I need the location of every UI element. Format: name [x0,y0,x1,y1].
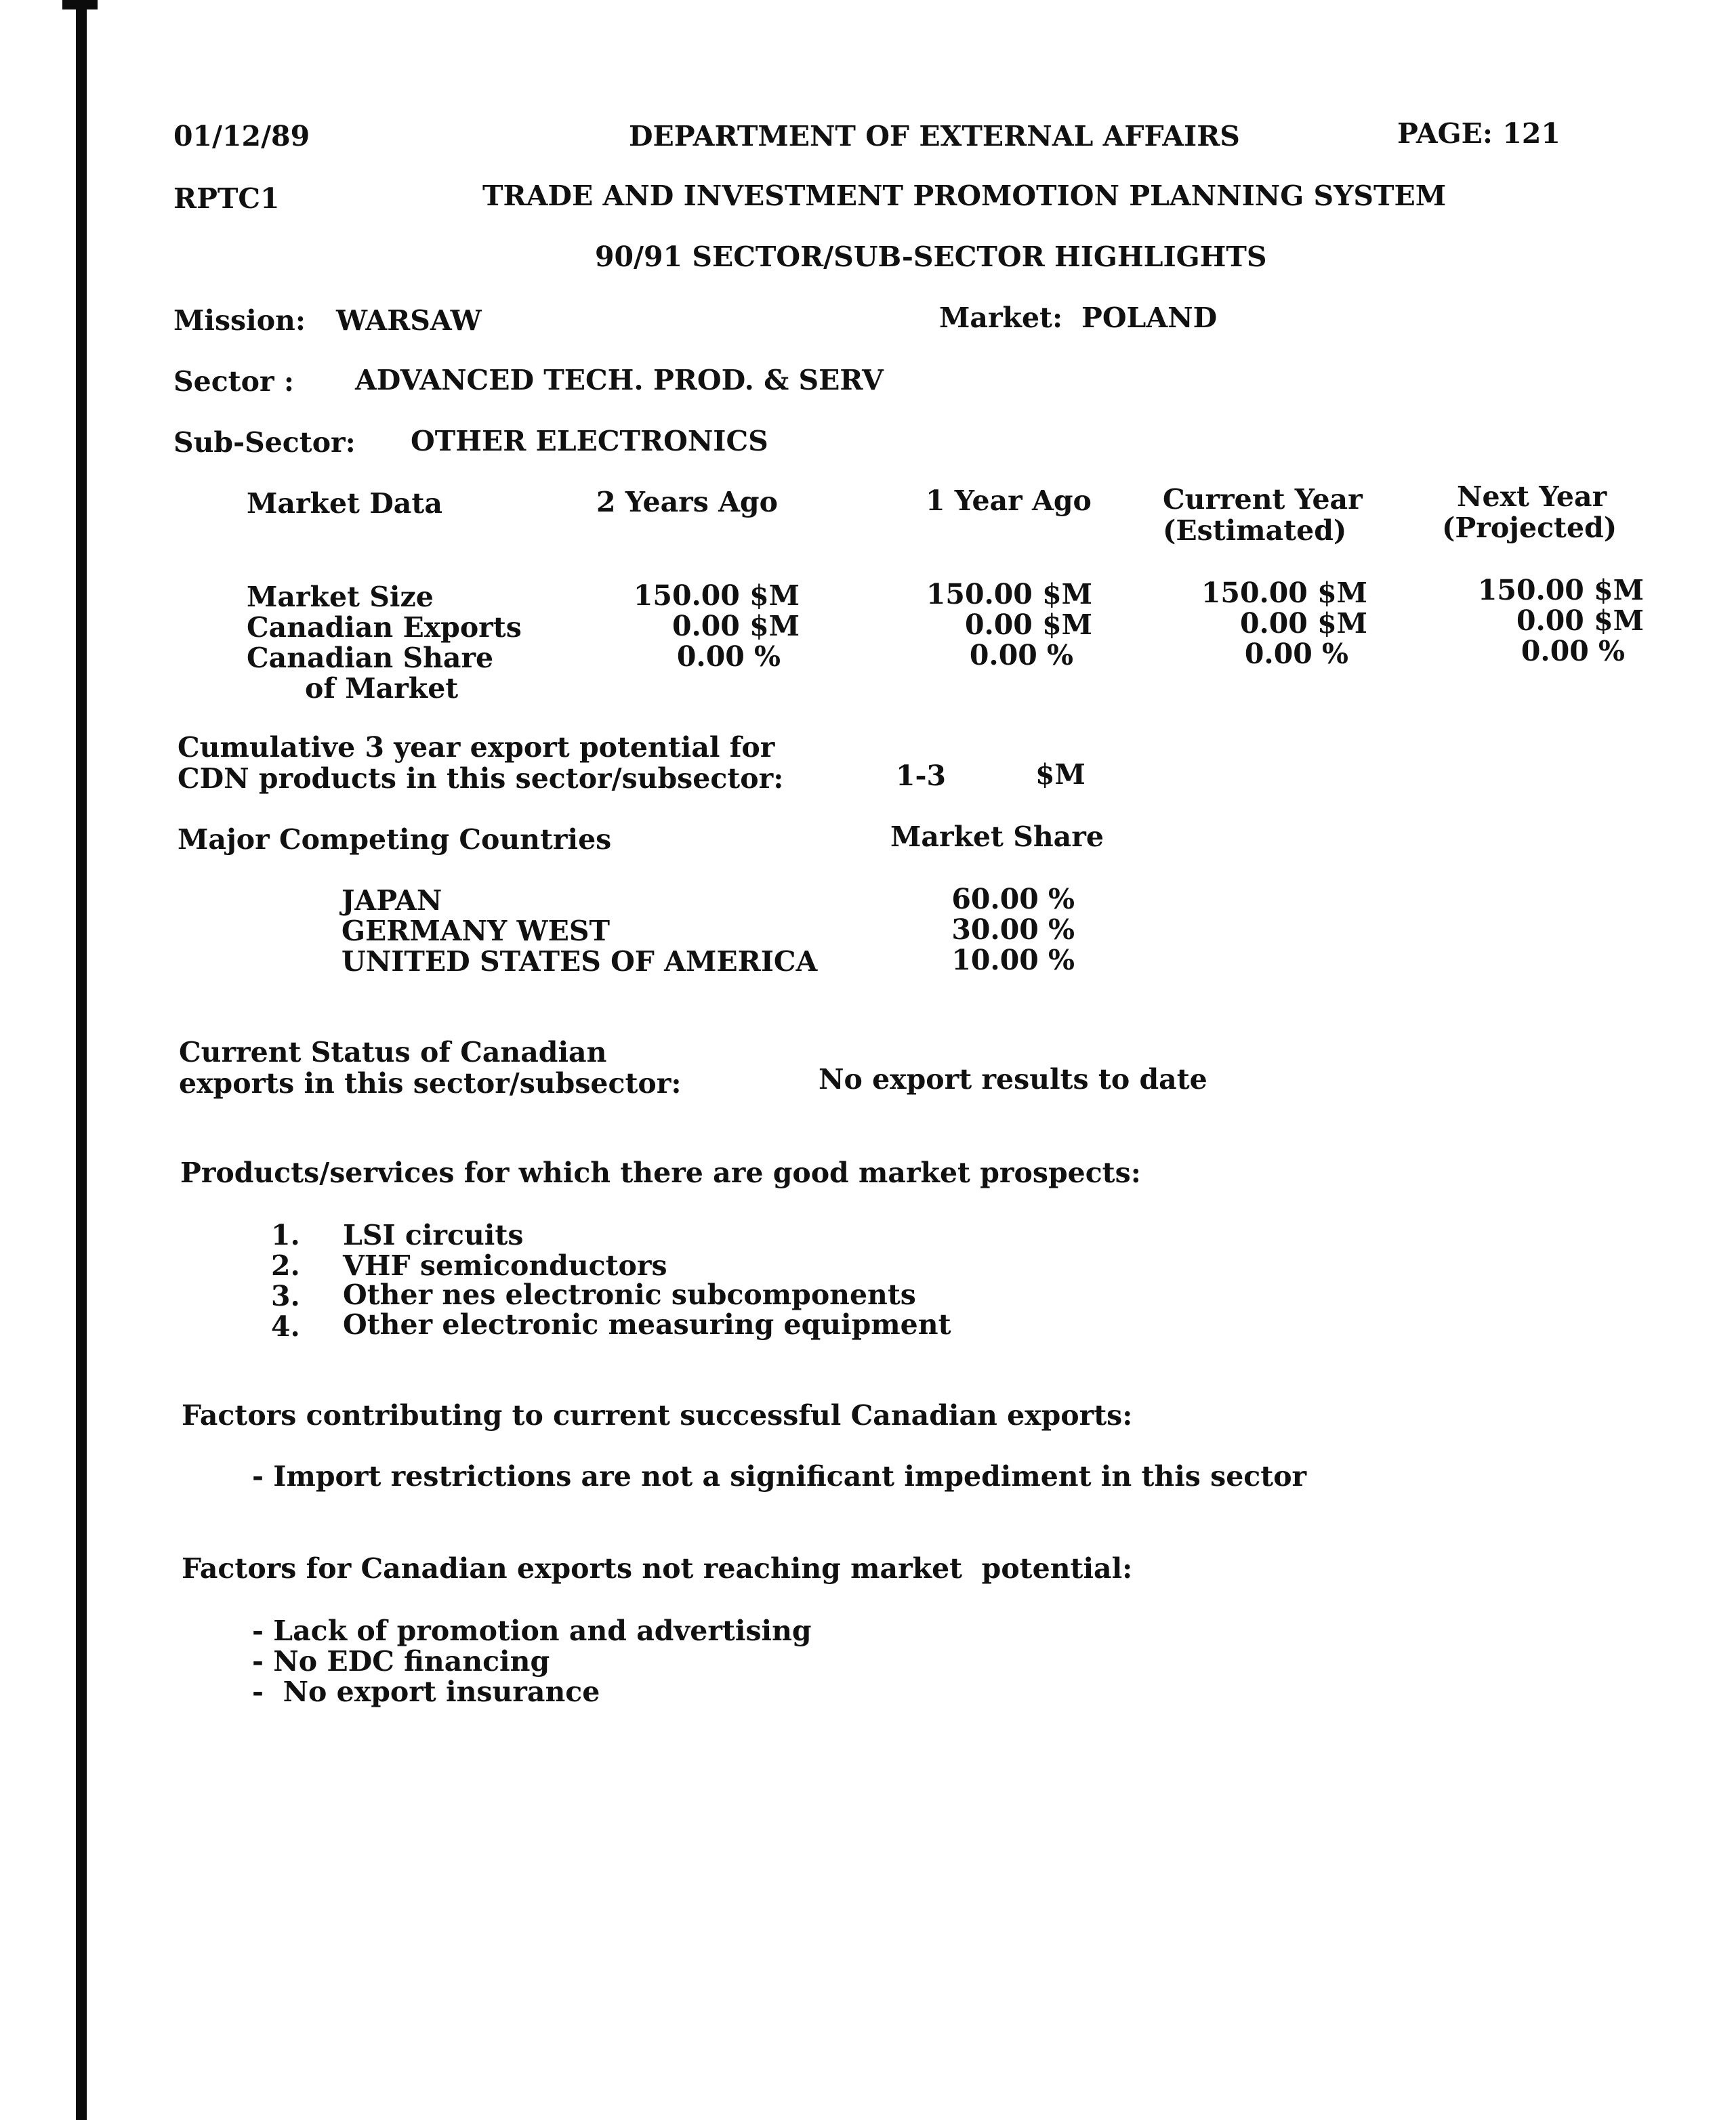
subsector-value: OTHER ELECTRONICS [411,425,768,457]
row-label-canadian-exports: Canadian Exports [247,611,522,644]
page-number: PAGE: 121 [1397,117,1561,150]
product-number: 3. [271,1280,300,1312]
cell-exports-current: 0.00 $M [1239,607,1367,640]
status-line-2: exports in this sector/subsector: [179,1067,682,1100]
potential-range: 1-3 [896,760,947,792]
market-data-header: Market Data [247,487,442,520]
competitor-share: 60.00 % [951,883,1075,915]
cell-share-next: 0.00 % [1521,635,1625,667]
sector-value: ADVANCED TECH. PROD. & SERV [355,364,884,396]
competitor-share: 30.00 % [951,913,1075,946]
department-name: DEPARTMENT OF EXTERNAL AFFAIRS [629,120,1240,152]
factors-not-item: - Lack of promotion and advertising [252,1615,812,1647]
col-current-year: Current Year [1163,483,1363,516]
report-code: RPTC1 [173,182,280,215]
product-number: 4. [271,1310,300,1343]
market-value: POLAND [1081,302,1218,334]
cell-market-size-1y: 150.00 $M [926,578,1092,610]
col-current-year-estimated: (Estimated) [1163,514,1347,547]
cell-market-size-2y: 150.00 $M [633,579,800,612]
system-title: TRADE AND INVESTMENT PROMOTION PLANNING SYSTEM [482,180,1447,212]
competitor-name: JAPAN [342,884,442,917]
row-label-market-size: Market Size [247,581,434,613]
product-item: LSI circuits [343,1219,524,1251]
product-number: 1. [271,1219,300,1251]
report-date: 01/12/89 [173,120,310,152]
report-subtitle: 90/91 SECTOR/SUB-SECTOR HIGHLIGHTS [595,241,1267,273]
row-label-of-market: of Market [305,672,459,705]
binding-edge [76,0,87,2120]
competitor-name: GERMANY WEST [342,915,610,947]
competitor-name: UNITED STATES OF AMERICA [342,945,818,978]
cell-exports-2y: 0.00 $M [671,610,800,642]
product-item: VHF semiconductors [343,1249,667,1282]
cell-share-current: 0.00 % [1244,638,1348,670]
factors-not-heading: Factors for Canadian exports not reaching market potential: [182,1552,1133,1585]
col-1-year-ago: 1 Year Ago [926,484,1092,517]
cell-market-size-next: 150.00 $M [1477,574,1644,606]
potential-line-2: CDN products in this sector/subsector: [178,762,784,795]
competitor-share: 10.00 % [951,944,1075,976]
factors-not-item: - No export insurance [252,1676,600,1708]
subsector-label: Sub-Sector: [173,426,356,459]
potential-unit: $M [1035,758,1086,791]
mission-value: WARSAW [336,304,482,337]
potential-line-1: Cumulative 3 year export potential for [178,731,775,764]
status-value: No export results to date [819,1063,1207,1096]
market-share-heading: Market Share [890,820,1104,853]
cell-market-size-current: 150.00 $M [1201,577,1367,609]
product-item: Other nes electronic subcomponents [343,1279,916,1311]
col-next-year: Next Year [1457,480,1607,513]
cell-share-2y: 0.00 % [676,640,781,673]
cell-share-1y: 0.00 % [969,639,1073,671]
factors-not-item: - No EDC financing [252,1645,550,1678]
status-line-1: Current Status of Canadian [179,1036,607,1068]
competitors-heading: Major Competing Countries [178,823,612,856]
product-number: 2. [271,1249,300,1282]
cell-exports-1y: 0.00 $M [964,608,1092,641]
factors-success-heading: Factors contributing to current successful Canadian exports: [182,1399,1133,1432]
product-item: Other electronic measuring equipment [343,1308,951,1341]
col-2-years-ago: 2 Years Ago [596,486,778,518]
mission-label: Mission: [173,304,306,337]
cell-exports-next: 0.00 $M [1516,604,1644,637]
sector-label: Sector : [173,365,294,398]
products-heading: Products/services for which there are good market prospects: [180,1157,1141,1189]
col-next-year-projected: (Projected) [1442,512,1617,544]
factors-success-item: - Import restrictions are not a significant impediment in this sector [252,1460,1307,1493]
row-label-canadian-share: Canadian Share [247,642,494,674]
market-label: Market: [939,302,1063,334]
